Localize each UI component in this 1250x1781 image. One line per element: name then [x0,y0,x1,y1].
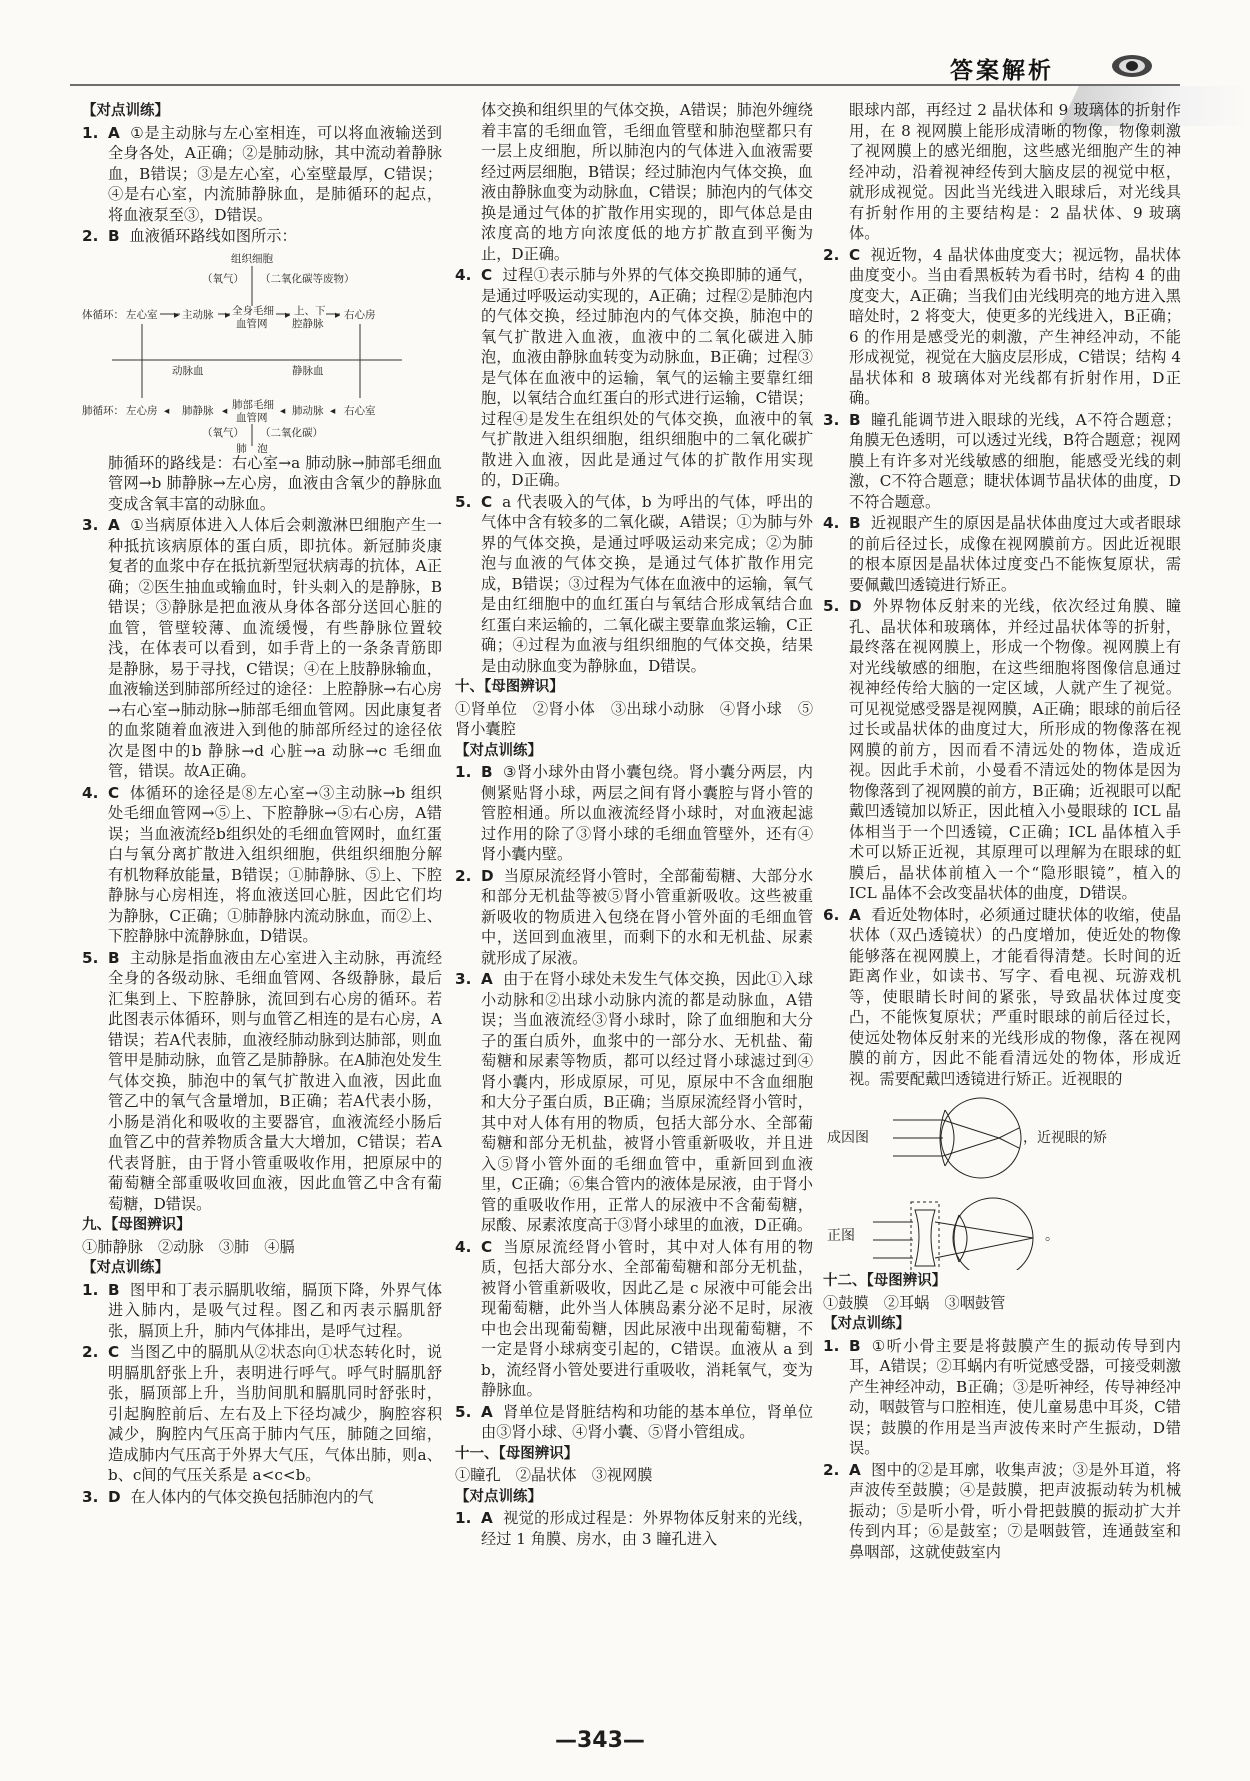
answer-item: 5. B 主动脉是指血液由左心室进入主动脉，再流经全身的各级动脉、毛细血管网、各级静脉，最后汇集到上、下腔静脉，流回到右心房的循环。若此图表示体循环，则与血管乙相连的是右心房，A错误；若A代表肺，血液经肺动脉到达肺部，则血管甲是肺动脉，血管乙是肺静脉。在A肺泡处发生气体交换，肺泡中的氧气扩散进入血液，因此血管乙中的氧气含量增加，B正确；若A代表小肠，小肠是消化和吸收的主要器官，血液流经小肠后血管乙中的营养物质含量大大增加，C错误；若A代表肾脏，由于肾小管重吸收作用，把原尿中的葡萄糖全部重吸收回血液，因此血管乙中含有葡萄糖，D错误。 [82,948,442,1213]
section-heading: 【 对点训练 】 [82,1258,442,1279]
svg-text:肺 泡: 肺 泡 [236,442,268,453]
section-heading: 【 对点训练 】 [455,1487,813,1508]
answer-item: 5. A 肾单位是肾脏结构和功能的基本单位，肾单位由③肾小球、④肾小囊、⑤肾小管组成。 [455,1402,813,1441]
column-3 [823,100,1181,1563]
cause-figure-tail: ，近视眼的矫 [1023,1130,1107,1146]
figure-labels: ①肾单位 ②肾小体 ③出球小动脉 ④肾小球 ⑤肾小囊腔 [455,699,813,738]
answer-item: 5. D 外界物体反射来的光线，依次经过角膜、瞳孔、晶状体和玻璃体，并经过晶状体等的折射，最终落在视网膜上，形成一个物像。视网膜上有对光线敏感的细胞，在这些细胞将图像信息通过视神经传给大脑的一定区域，人就产生了视觉。可见视觉感受器是视网膜，A正确；眼球的前后径过长或晶状体的曲度过大，所形成的物像落在视网膜的前方，因而看不清远处的物体，造成近视。因此手术前，小曼看不清远处的物体是因为物像落到了视网膜的前方，B正确；近视眼可以配戴凹透镜加以矫正，因此植入小曼眼球的 ICL 晶体相当于一个凹透镜，C正确；ICL 晶体植入手术可以矫正近视，其原理可以理解为在眼球的虹膜后，晶状体前植入一个“隐形眼镜”，植入的 ICL 晶体不会改变晶状体的曲度，D错误。 [823,597,1181,902]
svg-text:▸: ▸ [174,308,180,321]
figure-labels: ①瞳孔 ②晶状体 ③视网膜 [455,1466,653,1484]
svg-text:血管网: 血管网 [236,411,268,424]
svg-text:主动脉: 主动脉 [182,308,214,321]
header-title: 答案解析 [950,58,1054,84]
eye-logo-icon [1110,52,1154,80]
myopia-eye-diagrams [823,1090,1181,1270]
svg-text:右心房: 右心房 [344,308,376,321]
svg-text:◂: ◂ [330,404,336,417]
answer-item: 3. A 由于在肾小球处未发生气体交换，因此①入球小动脉和②出球小动脉内流的都是动脉血，A错误；当血液流经③肾小球时，除了血细胞和大分子的蛋白质外，血浆中的一部分水、无机盐、葡萄糖和尿素等物质，都可以经过肾小球滤过到④肾小囊内，形成原尿，可见，原尿中不含血细胞和大分子蛋白质，B正确；当原尿流经肾小管时，其中对人体有用的物质，包括大部分水、全部葡萄糖和部分无机盐，被肾小管重新吸收，并且进入⑤肾小管外面的毛细血管中，重新回到血液里，C正确；⑥集合管内的液体是尿液，由于肾小管的重吸收作用，正常人的尿液中不含葡萄糖，尿酸、尿素浓度高于③肾小球里的血液，D正确。 [455,970,813,1234]
answer-item: 1. B ③肾小球外由肾小囊包绕。肾小囊分两层，内侧紧贴肾小球，两层之间有肾小囊腔与肾小管的管腔相通。所以血液流经肾小球时，对血液起滤过作用的除了③肾小球的毛细血管壁外，还有④肾小囊内壁。 [455,763,813,863]
correction-figure-label: 正图 [827,1228,855,1244]
svg-text:左心房: 左心房 [126,404,158,417]
svg-text:◂: ◂ [280,404,286,417]
svg-text:▸: ▸ [335,308,341,321]
answer-paragraph: 肺循环的路线是：右心室→a 肺动脉→肺部毛细血管网→b 肺静脉→左心房，血液由含氧少的静脉血变成含氧丰富的动脉血。 [108,453,442,513]
svg-text:肺动脉: 肺动脉 [292,404,324,417]
svg-text:肺循环：: 肺循环： [82,404,124,417]
svg-text:（二氧化碳）: （二氧化碳） [260,426,323,439]
section-heading: 【 对点训练 】 [823,1314,1181,1335]
svg-text:（氧气）: （氧气） [202,272,244,285]
svg-text:◂: ◂ [164,404,170,417]
myopia-cause-eye [893,1098,1021,1178]
answer-item: 4. C 过程①表示肺与外界的气体交换即肺的通气，是通过呼吸运动实现的，A正确；过程②是肺泡内的气体交换，经过肺泡内的气体交换，肺泡中的氧气扩散进入血液，血液中的二氧化碳进入肺泡，血液由静脉血转变为动脉血，B正确；过程③是气体在血液中的运输，氧气的运输主要靠红细胞，以氧结合血红蛋白的形式进行运输，C错误；过程④是发生在组织处的气体交换，血液中的氧气扩散进入组织细胞，组织细胞中的二氧化碳扩散进入血液，因此是通过气体的扩散作用实现的，D正确。 [455,266,813,489]
answer-item: 5. C a 代表吸入的气体，b 为呼出的气体，呼出的气体中含有较多的二氧化碳，A错误；①为肺与外界的气体交换，是通过呼吸运动来完成；②为肺泡与血液的气体交换，是通过气体扩散作用完成，B错误；③过程为气体在血液中的运输，氧气是由红细胞中的血红蛋白与氧结合形成氧结合血红蛋白来运输的，二氧化碳主要靠血浆运输，C正确；④过程为血液与组织细胞的气体交换，结果是由动脉血变为静脉血，D错误。 [455,492,813,675]
answer-item: 4. C 当原尿流经肾小管时，其中对人体有用的物质，包括大部分水、全部葡萄糖和部分无机盐，被肾小管重新吸收，因此乙是 c 尿液中可能会出现葡萄糖，此外当人体胰岛素分泌不足时，尿液中也会出现葡萄糖，因此尿液中出现葡萄糖，不一定是肾小球病变引起的，C错误。血液从 a 到 b，流经肾小管处要进行重吸收，消耗氧气，变为静脉血。 [455,1237,813,1399]
answer-paragraph: 体交换和组织里的气体交换，A错误；肺泡外缠绕着丰富的毛细血管，毛细血管壁和肺泡壁都只有一层上皮细胞，所以肺泡内的气体进入血液需要经过两层细胞，B错误；经过肺泡内气体交换，血液由静脉血变为动脉血，C错误；肺泡内的气体交换是通过气体的扩散作用实现的，即气体总是由浓度高的地方向浓度低的地方扩散直到平衡为止，D正确。 [481,101,813,263]
cause-figure-label: 成因图 [827,1130,869,1146]
svg-text:左心室: 左心室 [126,308,158,321]
answer-item: 3. D 在人体内的气体交换包括肺泡内的气 [82,1487,374,1506]
svg-text:上、下: 上、下 [294,304,326,317]
section-heading: 【 对点训练 】 [455,741,813,762]
svg-text:体循环：: 体循环： [82,308,124,321]
answer-item: 1. A 视觉的形成过程是：外界物体反射来的光线，经过 1 角膜、房水，由 3 瞳孔进入 [455,1509,813,1548]
blood-circulation-diagram [82,248,442,453]
svg-text:腔静脉: 腔静脉 [292,317,324,330]
answer-item: 2. B 血液循环路线如图所示： [82,227,297,245]
answer-item: 2. D 当原尿流经肾小管时，全部葡萄糖、大部分水和部分无机盐等被⑤肾小管重新吸收。这些被重新吸收的物质进入包绕在肾小管外面的毛细血管中，送回到血液里，而剩下的水和无机盐、尿素就形成了尿液。 [455,866,813,967]
svg-text:血管网: 血管网 [236,317,268,330]
answer-item: 6. A 看近处物体时，必须通过睫状体的收缩，使晶状体（双凸透镜状）的凸度增加，使近处的物像能够落在视网膜上，才能看得清楚。长时间的近距离作业，如读书、写字、看电视、玩游戏机等，使眼睛长时间的紧张，导致晶状体过度变凸，不能恢复原状；严重时眼球的前后径过长，使远处物体反射来的光线形成的物像，落在视网膜的前方，因此不能看清远处的物体，形成近视。需要配戴凹透镜进行矫正。近视眼的 [823,905,1181,1088]
column-2 [455,100,813,1550]
section-heading: 十、【母图辨识】 [455,679,564,695]
diagram-tissue-cells: 组织细胞 [231,252,273,265]
figure-labels: ①鼓膜 ②耳蜗 ③咽鼓管 [823,1293,1006,1312]
answer-paragraph: 眼球内部，再经过 2 晶状体和 9 玻璃体的折射作用，在 8 视网膜上能形成清晰的物像，物像刺激了视网膜上的感光细胞，这些感光细胞产生的神经冲动，沿着视神经传到大脑皮层的视觉中枢，就形成视觉。因此当光线进入眼球后，对光线具有折射作用的主要结构是：2 晶状体、9 玻璃体。 [849,101,1181,242]
myopia-correction-eye [873,1198,1033,1270]
answer-item: 2. A 图中的②是耳廓，收集声波；③是外耳道，将声波传至鼓膜；④是鼓膜，把声波振动转为机械振动；⑤是听小骨，听小骨把鼓膜的振动扩大并传到内耳；⑥是鼓室；⑦是咽鼓管，连通鼓室和鼻咽部，这就使鼓室内 [823,1460,1181,1561]
section-heading: 十二、【母图辨识】 [823,1273,947,1289]
answer-item: 1. B ①听小骨主要是将鼓膜产生的振动传导到内耳，A错误；②耳蜗内有听觉感受器，可接受刺激产生神经冲动，B正确；③是听神经，传导神经冲动，咽鼓管与口腔相连，使儿童易患中耳炎，C错误；鼓膜的作用是当声波传来时产生振动，D错误。 [823,1336,1181,1457]
svg-text:动脉血: 动脉血 [172,364,204,377]
answer-item: 2. C 视近物，4 晶状体曲度变大；视远物，晶状体曲度变小。当由看黑板转为看书时，结构 4 的曲度变大，A正确；当我们由光线明亮的地方进入黑暗处时，2 将变大，使更多的光线进入，B正确；6 的作用是感受光的刺激，产生神经冲动，不能形成视觉，视觉在大脑皮层形成，C错误；结构 4 晶状体和 8 玻璃体对光线都有折射作用，D正确。 [823,245,1181,407]
answer-item: 4. C 体循环的途径是⑧左心室→③主动脉→b 组织处毛细血管网→⑤上、下腔静脉→⑤右心房，A错误；当血液流经b组织处的毛细血管网时，血红蛋白与氧分离扩散进入组织细胞，供组织细胞分解有机物释放能量，B错误；①肺静脉、⑤上、下腔静脉与心房相连，将血液送回心脏，因此它们均为静脉，C正确；①肺静脉内流动脉血，而②上、下腔静脉中流静脉血，D错误。 [82,783,442,945]
page-number: —343— [555,1728,645,1753]
svg-text:（氧气）: （氧气） [202,426,244,439]
svg-text:静脉血: 静脉血 [292,364,324,377]
answer-item: 1. A ①是主动脉与左心室相连，可以将血液输送到全身各处，A正确；②是肺动脉，其中流动着静脉血，B错误；③是左心室，心室壁最厚，C错误；④是右心室，内流肺静脉血，是肺循环的起点，将血液泵至③，D错误。 [82,123,442,224]
svg-text:▸: ▸ [225,308,231,321]
section-heading: 十一、【母图辨识】 [455,1445,579,1462]
svg-text:▸: ▸ [285,308,291,321]
correction-figure-tail: 。 [1045,1228,1059,1244]
svg-text:全身毛细: 全身毛细 [232,304,274,317]
column-1 [82,100,442,1508]
answer-item: 1. B 图甲和丁表示膈肌收缩，膈顶下降，外界气体进入肺内，是吸气过程。图乙和丙表示膈肌舒张，膈顶上升，肺内气体排出，是呼气过程。 [82,1280,442,1340]
svg-text:◂: ◂ [222,404,228,417]
section-heading: 【 对点训练 】 [82,101,442,122]
page-header [0,40,1250,86]
svg-text:右心室: 右心室 [344,404,376,417]
svg-text:肺静脉: 肺静脉 [182,404,214,417]
answer-item: 2. C 当图乙中的膈肌从②状态向①状态转化时，说明膈肌舒张上升，表明进行呼气。呼气时膈肌舒张，膈顶部上升，当肋间肌和膈肌同时舒张时，引起胸腔前后、左右及上下径均减少，胸腔容积减少，胸腔内气压高于肺内气压，肺随之回缩，造成肺内气压高于外界大气压，气体出肺，则a、b、c间的气压关系是 a<c<b。 [82,1343,442,1484]
svg-text:肺部毛细: 肺部毛细 [232,398,274,411]
section-heading: 九、【母图辨识】 [82,1217,191,1233]
answer-item: 3. A ①当病原体进入人体后会刺激淋巴细胞产生一种抵抗该病原体的蛋白质，即抗体。新冠肺炎康复者的血浆中存在抵抗新型冠状病毒的抗体，A正确；②医生抽血或输血时，针头刺入的是静脉，B错误；③静脉是把血液从身体各部分送回心脏的血管，管壁较薄、血流缓慢，有些静脉位置较浅，在体表可以看到，如手背上的一条条青筋即是静脉，易于寻找，C错误；④在上肢静脉输血，血液输送到肺部所经过的途径：上腔静脉→右心房→右心室→肺动脉→肺部毛细血管网。因此康复者的血浆随着血液进入到他的肺部所经过的途径依次是图中的b 静脉→d 心脏→a 动脉→c 毛细血管，错误。故A正确。 [82,516,442,780]
answer-item: 4. B 近视眼产生的原因是晶状体曲度过大或者眼球的前后径过长，成像在视网膜前方。因此近视眼的根本原因是晶状体过度变凸不能恢复原状，需要佩戴凹透镜进行矫正。 [823,514,1181,594]
answer-item: 3. B 瞳孔能调节进入眼球的光线，A不符合题意；角膜无色透明，可以透过光线，B符合题意；视网膜上有许多对光线敏感的细胞，能感受光线的刺激，C不符合题意；睫状体调节晶状体的曲度，D不符合题意。 [823,410,1181,511]
svg-text:（二氧化碳等废物）: （二氧化碳等废物） [260,272,355,285]
figure-labels: ①肺静脉 ②动脉 ③肺 ④膈 [82,1237,295,1256]
